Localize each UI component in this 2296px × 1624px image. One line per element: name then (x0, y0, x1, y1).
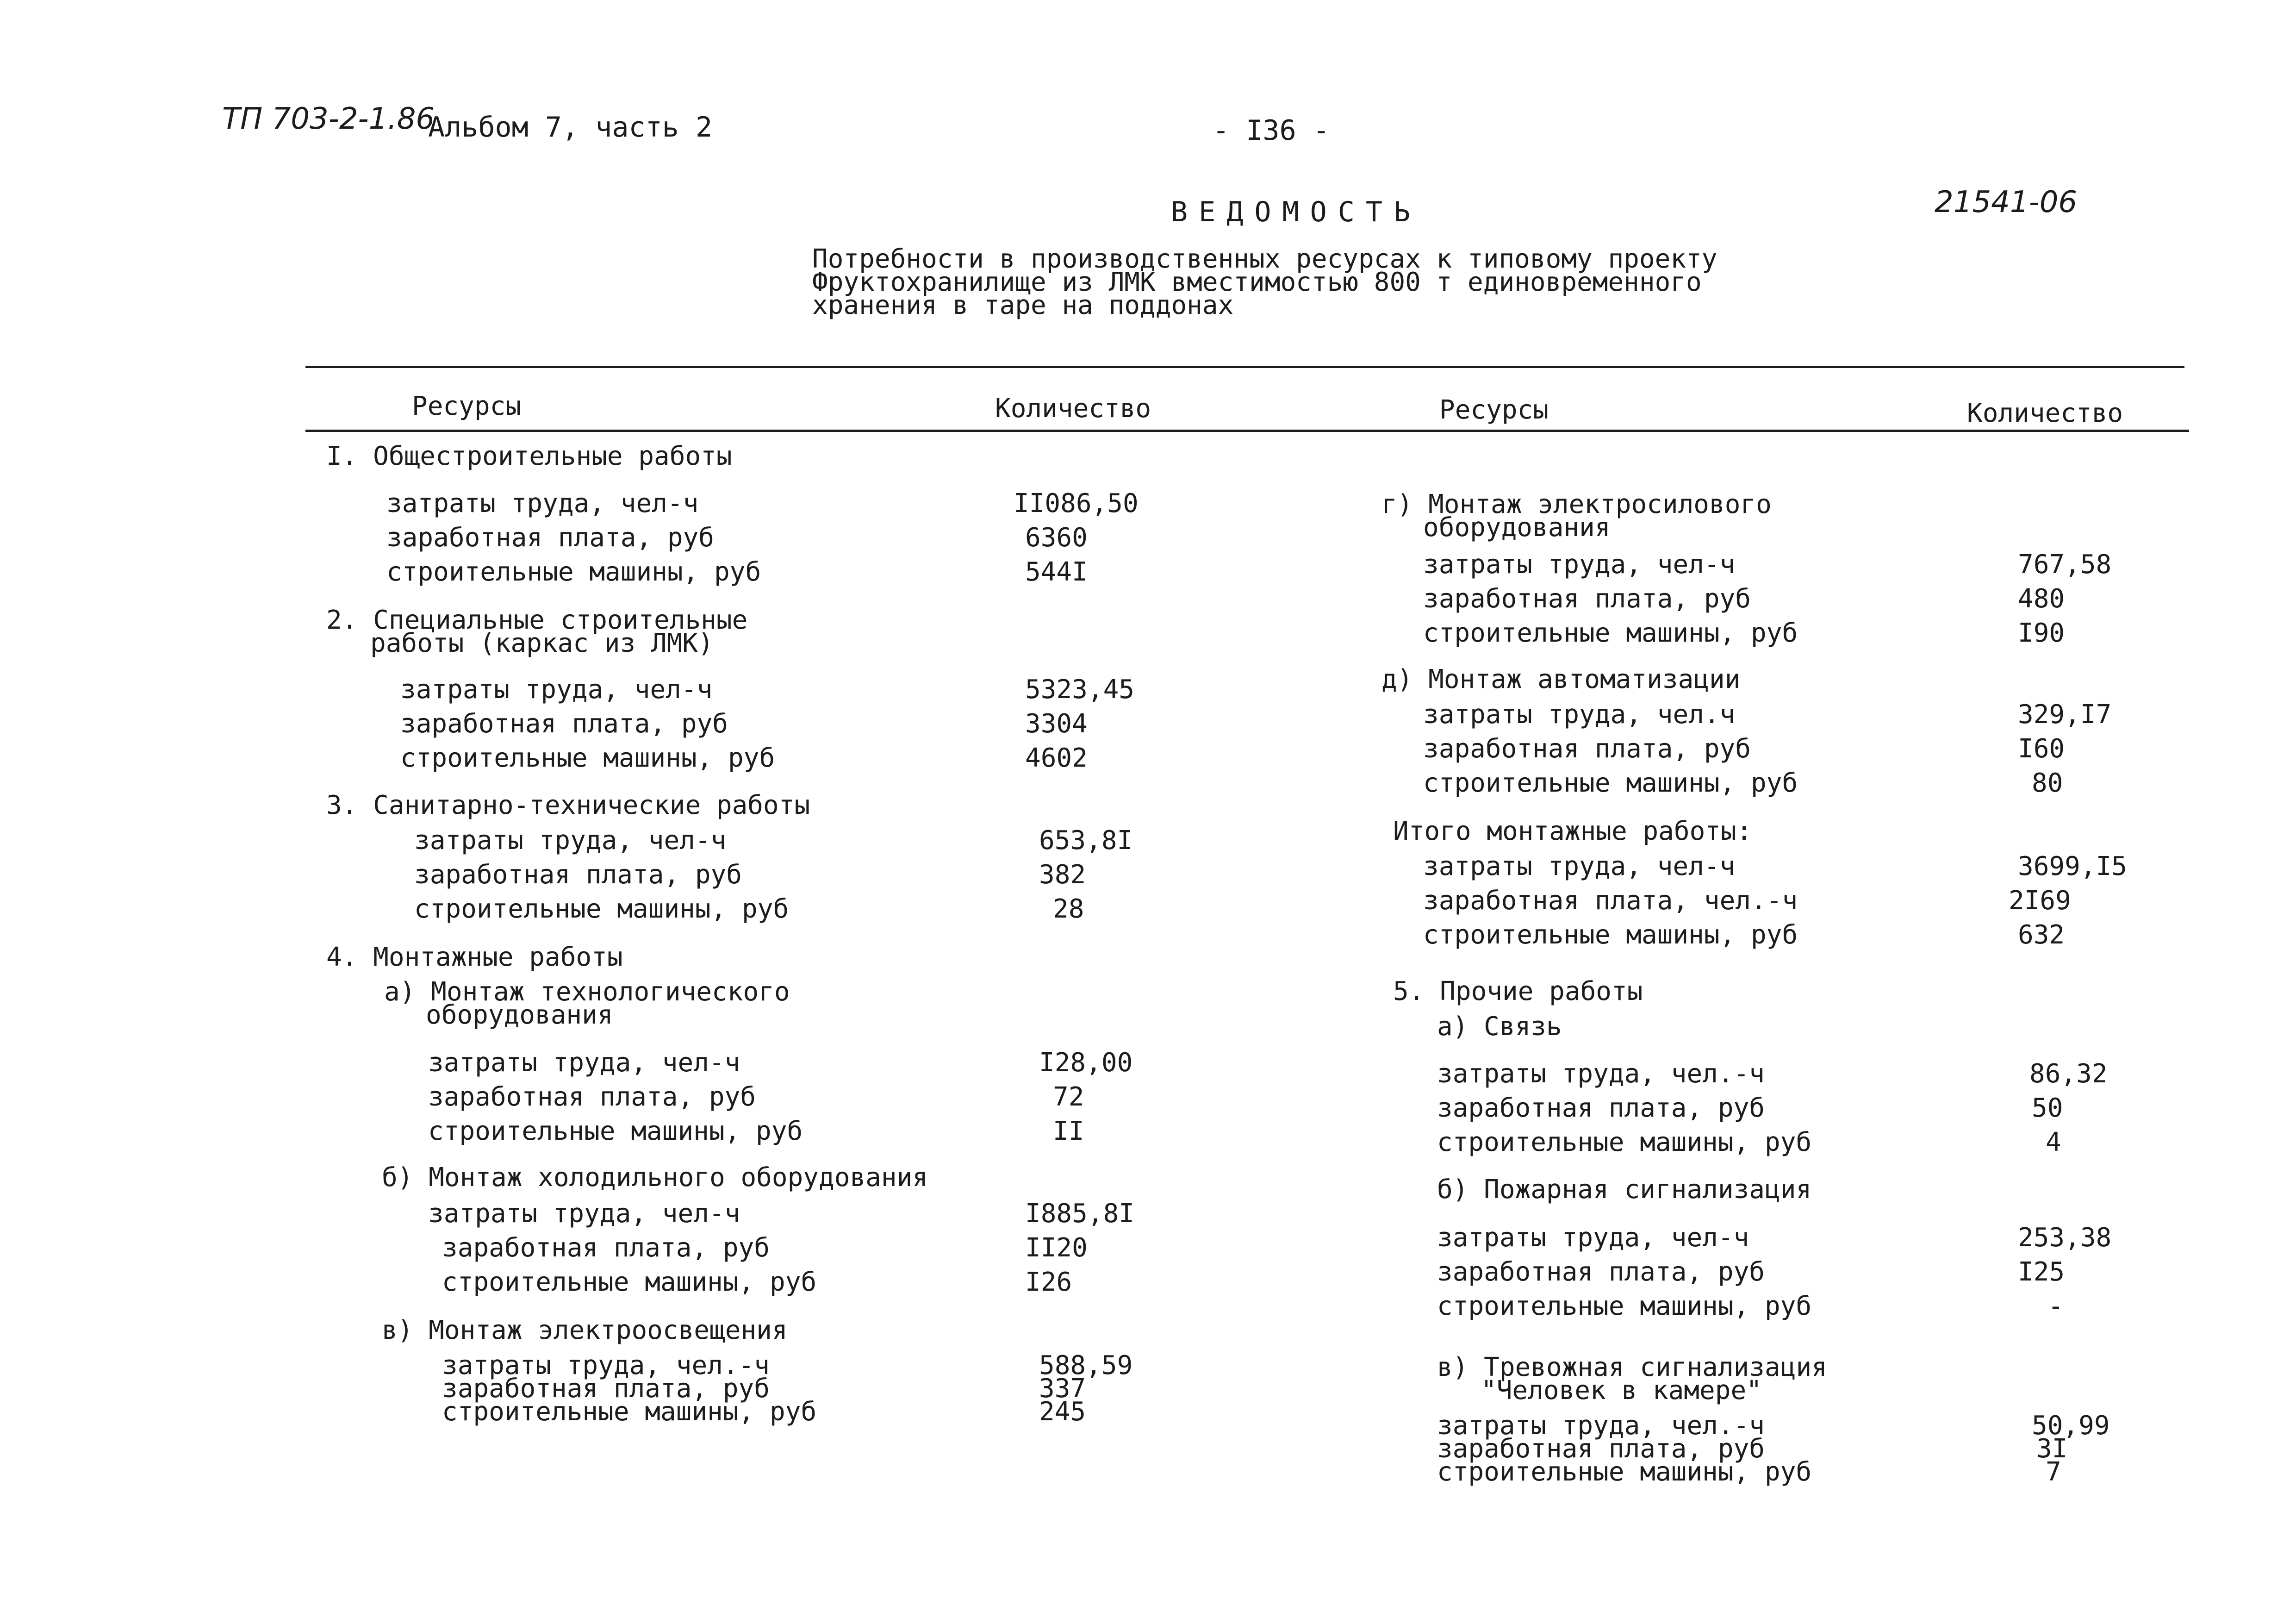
title-line-1: Потребности в производственных ресурсах к типовому проекту (812, 244, 1717, 274)
column-header-resources-right: Ресурсы (1439, 395, 1549, 425)
album-label: Альбом 7, часть 2 (428, 111, 713, 144)
row-value: I28,00 (1039, 1048, 1133, 1078)
section-heading: 4. Монтажные работы (326, 942, 623, 972)
subsection-heading-cont: оборудования (1423, 512, 1611, 543)
row-value: I90 (2018, 618, 2065, 648)
row-label: строительные машины, руб (1423, 618, 1798, 648)
row-label: заработная плата, руб (414, 860, 742, 890)
row-label: заработная плата, руб (400, 709, 728, 739)
column-header-quantity-right: Количество (1967, 398, 2123, 428)
table-header-rule (305, 430, 2189, 432)
section-heading: 5. Прочие работы (1393, 976, 1643, 1006)
row-value: II20 (1025, 1233, 1088, 1263)
row-value: 480 (2018, 584, 2065, 614)
row-value: 653,8I (1039, 825, 1133, 856)
row-label: затраты труда, чел.-ч (442, 1350, 770, 1380)
row-label: заработная плата, чел.-ч (1423, 886, 1798, 916)
section-heading: 3. Санитарно-технические работы (326, 790, 810, 820)
row-value: 80 (2032, 768, 2063, 798)
row-value: 632 (2018, 920, 2065, 950)
row-value: 337 (1039, 1374, 1086, 1404)
row-label: затраты труда, чел-ч (414, 825, 727, 856)
row-value: I885,8I (1025, 1199, 1135, 1229)
subsection-heading: г) Монтаж электросилового (1381, 489, 1772, 519)
row-value: 3699,I5 (2018, 851, 2128, 881)
row-label: заработная плата, руб (1437, 1257, 1765, 1287)
row-value: 588,59 (1039, 1350, 1133, 1380)
subsection-heading: в) Тревожная сигнализация (1437, 1352, 1827, 1382)
row-label: затраты труда, чел-ч (400, 675, 713, 705)
row-label: заработная плата, руб (1437, 1434, 1765, 1464)
page-number: - I36 - (1213, 114, 1330, 147)
section-heading-cont: работы (каркас из ЛМК) (370, 628, 714, 658)
row-label: затраты труда, чел.-ч (1437, 1059, 1765, 1089)
row-label: заработная плата, руб (1423, 584, 1751, 614)
row-label: заработная плата, руб (1437, 1093, 1765, 1123)
row-value: 28 (1053, 894, 1084, 924)
subsection-heading: д) Монтаж автоматизации (1381, 664, 1741, 694)
subsection-heading: а) Монтаж технологического (384, 977, 790, 1007)
row-label: строительные машины, руб (414, 894, 789, 924)
section-heading: 2. Специальные строительные (326, 605, 748, 635)
row-value: I60 (2018, 734, 2065, 764)
row-value: 50 (2032, 1093, 2063, 1123)
row-value: 7 (2046, 1457, 2061, 1487)
row-value: 544I (1025, 557, 1088, 587)
row-label: строительные машины, руб (1423, 920, 1798, 950)
column-header-resources-left: Ресурсы (412, 391, 522, 421)
row-label: заработная плата, руб (1423, 734, 1751, 764)
stamp-number: 21541-06 (1935, 185, 2078, 219)
title-line-3: хранения в таре на поддонах (812, 290, 1234, 320)
row-label: заработная плата, руб (442, 1374, 770, 1404)
table-top-rule (305, 366, 2184, 368)
row-label: заработная плата, руб (386, 523, 715, 553)
subsection-heading: б) Монтаж холодильного оборудования (382, 1162, 928, 1193)
row-label: строительные машины, руб (400, 743, 775, 773)
row-label: затраты труда, чел-ч (428, 1048, 740, 1078)
row-value: 4 (2046, 1127, 2061, 1157)
column-header-quantity-left: Количество (995, 394, 1151, 424)
row-value: 767,58 (2018, 550, 2112, 580)
row-label: строительные машины, руб (428, 1116, 803, 1146)
subsection-heading: в) Монтаж электроосвещения (382, 1315, 788, 1345)
subsection-heading: а) Связь (1437, 1012, 1562, 1042)
row-value: 50,99 (2032, 1411, 2110, 1441)
row-label: строительные машины, руб (1423, 768, 1798, 798)
row-value: - (2048, 1291, 2064, 1321)
document-code: ТП 703-2-1.86 (222, 102, 435, 136)
row-label: заработная плата, руб (442, 1233, 770, 1263)
row-label: затраты труда, чел-ч (1423, 550, 1736, 580)
row-label: строительные машины, руб (386, 557, 761, 587)
row-label: строительные машины, руб (1437, 1457, 1812, 1487)
row-label: строительные машины, руб (1437, 1291, 1812, 1321)
row-value: 329,I7 (2018, 700, 2112, 730)
subsection-heading-cont: "Человек в камере" (1481, 1375, 1762, 1405)
total-heading: Итого монтажные работы: (1393, 816, 1752, 846)
row-label: строительные машины, руб (442, 1397, 817, 1427)
row-value: 72 (1053, 1082, 1084, 1112)
row-label: строительные машины, руб (1437, 1127, 1812, 1157)
row-label: строительные машины, руб (442, 1267, 817, 1297)
row-value: I26 (1025, 1267, 1072, 1297)
section-heading: I. Общестроительные работы (326, 441, 732, 471)
title-line-2: Фруктохранилище из ЛМК вместимостью 800 т единовременного (812, 267, 1702, 297)
row-label: затраты труда, чел-ч (428, 1199, 740, 1229)
row-label: заработная плата, руб (428, 1082, 756, 1112)
row-value: 245 (1039, 1397, 1086, 1427)
subsection-heading-cont: оборудования (426, 1000, 613, 1030)
row-value: 3I (2036, 1434, 2068, 1464)
row-value: 86,32 (2029, 1059, 2108, 1089)
row-value: 4602 (1025, 743, 1088, 773)
row-value: 3304 (1025, 709, 1088, 739)
row-value: II (1053, 1116, 1084, 1146)
row-value: 2I69 (2009, 886, 2071, 916)
document-heading: ВЕДОМОСТЬ (1171, 196, 1422, 228)
row-value: 253,38 (2018, 1223, 2112, 1253)
row-label: затраты труда, чел.-ч (1437, 1411, 1765, 1441)
row-value: I25 (2018, 1257, 2065, 1287)
row-label: затраты труда, чел-ч (386, 488, 699, 518)
row-value: 6360 (1025, 523, 1088, 553)
row-value: 382 (1039, 860, 1086, 890)
subsection-heading: б) Пожарная сигнализация (1437, 1174, 1812, 1205)
row-label: затраты труда, чел-ч (1423, 851, 1736, 881)
row-value: II086,50 (1014, 488, 1139, 518)
row-label: затраты труда, чел.ч (1423, 700, 1736, 730)
row-value: 5323,45 (1025, 675, 1135, 705)
row-label: затраты труда, чел-ч (1437, 1223, 1749, 1253)
